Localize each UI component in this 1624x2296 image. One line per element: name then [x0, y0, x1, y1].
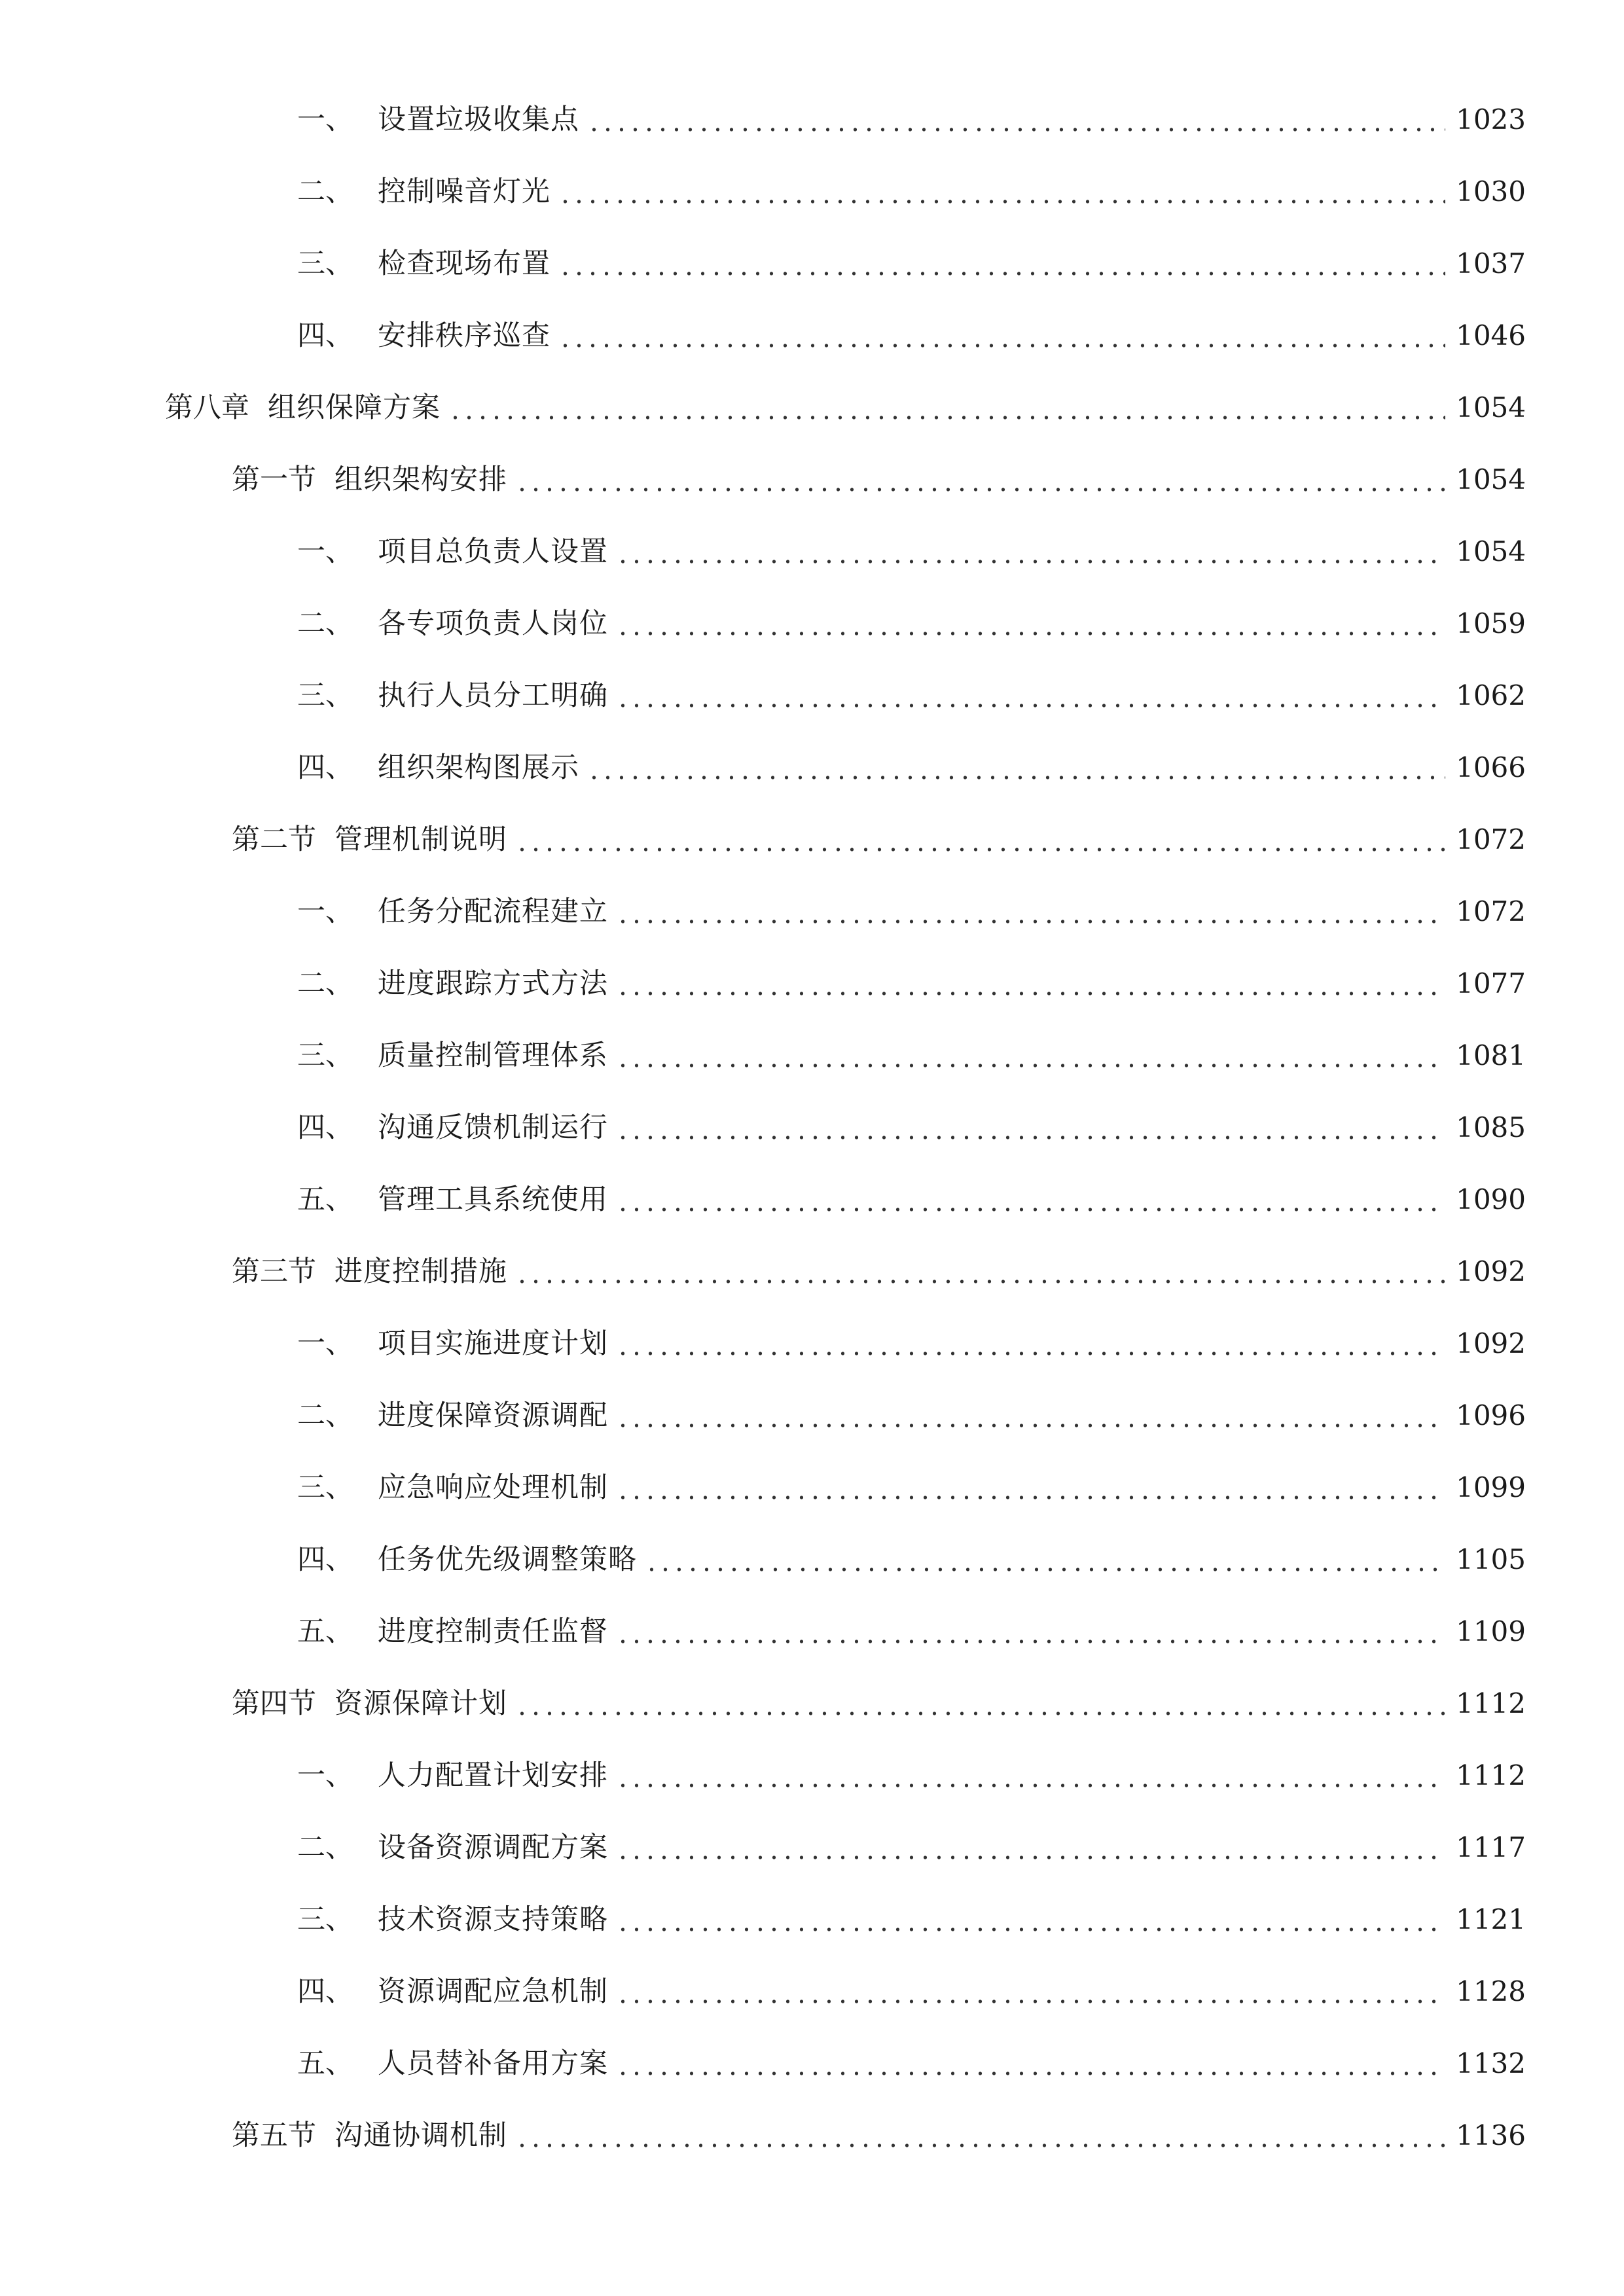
toc-entry-subsection[interactable] [297, 1390, 1526, 1442]
toc-entry-title: 资源保障计划 [334, 1687, 507, 1720]
toc-entry-number: 三、 [297, 1039, 353, 1072]
dot-leader [587, 755, 1445, 781]
dot-leader [558, 251, 1445, 277]
dot-leader [616, 1475, 1445, 1501]
toc-entry-subsection[interactable] [297, 1893, 1526, 1946]
toc-entry-number: 二、 [297, 607, 353, 640]
dot-leader [616, 1331, 1445, 1357]
toc-entry-number: 一、 [297, 1327, 353, 1360]
toc-entry-page: 1054 [1456, 463, 1526, 495]
toc-entry-page: 1037 [1456, 247, 1526, 279]
dot-leader [616, 1115, 1445, 1141]
toc-entry-page: 1081 [1456, 1039, 1526, 1071]
toc-entry-subsection[interactable] [297, 526, 1526, 578]
dot-leader [616, 1187, 1445, 1213]
toc-entry-number: 四、 [297, 1111, 353, 1144]
toc-entry-number: 五、 [297, 2047, 353, 2080]
toc-entry-page: 1077 [1456, 967, 1526, 999]
toc-entry-page: 1023 [1456, 103, 1526, 135]
toc-entry-title: 进度控制责任监督 [378, 1615, 608, 1648]
toc-entry-number: 四、 [297, 751, 353, 784]
toc-entry-subsection[interactable] [297, 1318, 1526, 1370]
toc-entry-title: 进度跟踪方式方法 [378, 967, 608, 1000]
toc-entry-page: 1128 [1456, 1975, 1526, 2007]
toc-entry-subsection[interactable] [297, 670, 1526, 722]
dot-leader [448, 395, 1445, 421]
toc-entry-subsection[interactable] [297, 310, 1526, 362]
dot-leader [515, 467, 1445, 493]
dot-leader [616, 899, 1445, 925]
toc-entry-title: 组织架构安排 [334, 463, 507, 496]
toc-entry-title: 组织保障方案 [268, 391, 441, 424]
toc-entry-page: 1112 [1456, 1759, 1526, 1791]
toc-entry-title: 项目总负责人设置 [378, 535, 608, 568]
toc-entry-page: 1105 [1456, 1543, 1526, 1575]
toc-entry-number: 第一节 [232, 463, 316, 496]
toc-entry-subsection[interactable] [297, 1749, 1526, 1802]
toc-entry-subsection[interactable] [297, 1605, 1526, 1658]
dot-leader [616, 1907, 1445, 1933]
toc-entry-page: 1092 [1456, 1255, 1526, 1287]
toc-entry-number: 二、 [297, 175, 353, 208]
dot-leader [616, 683, 1445, 709]
dot-leader [515, 1691, 1445, 1717]
toc-entry-subsection[interactable] [297, 958, 1526, 1010]
toc-entry-title: 技术资源支持策略 [378, 1903, 608, 1936]
toc-entry-page: 1066 [1456, 751, 1526, 783]
dot-leader [558, 179, 1445, 205]
dot-leader [616, 1763, 1445, 1789]
dot-leader [616, 611, 1445, 637]
toc-entry-section[interactable] [232, 1246, 1526, 1298]
toc-entry-page: 1059 [1456, 607, 1526, 639]
toc-entry-number: 五、 [297, 1183, 353, 1216]
toc-entry-page: 1092 [1456, 1327, 1526, 1359]
toc-entry-number: 三、 [297, 1471, 353, 1504]
toc-entry-number: 第四节 [232, 1687, 316, 1720]
toc-entry-subsection[interactable] [297, 742, 1526, 794]
toc-entry-subsection[interactable] [297, 238, 1526, 290]
toc-entry-page: 1072 [1456, 823, 1526, 855]
dot-leader [616, 1979, 1445, 2005]
toc-entry-page: 1090 [1456, 1183, 1526, 1215]
toc-entry-section[interactable] [232, 2109, 1526, 2162]
toc-entry-page: 1117 [1456, 1831, 1526, 1863]
toc-entry-subsection[interactable] [297, 1821, 1526, 1874]
dot-leader [616, 1403, 1445, 1429]
toc-entry-title: 质量控制管理体系 [378, 1039, 608, 1072]
toc-entry-number: 三、 [297, 1903, 353, 1936]
toc-entry-number: 三、 [297, 679, 353, 712]
toc-entry-subsection[interactable] [297, 166, 1526, 218]
dot-leader [616, 539, 1445, 565]
toc-entry-title: 管理机制说明 [334, 823, 507, 856]
toc-entry-subsection[interactable] [297, 1534, 1526, 1586]
toc-entry-chapter[interactable] [165, 382, 1526, 434]
dot-leader [515, 827, 1445, 853]
toc-entry-number: 二、 [297, 967, 353, 1000]
toc-entry-title: 人力配置计划安排 [378, 1759, 608, 1792]
toc-entry-title: 设备资源调配方案 [378, 1831, 608, 1864]
toc-entry-title: 检查现场布置 [378, 247, 550, 280]
toc-entry-page: 1046 [1456, 319, 1526, 351]
dot-leader [645, 1547, 1445, 1573]
toc-entry-title: 任务分配流程建立 [378, 895, 608, 928]
toc-entry-subsection[interactable] [297, 1462, 1526, 1514]
toc-entry-number: 五、 [297, 1615, 353, 1648]
toc-entry-title: 应急响应处理机制 [378, 1471, 608, 1504]
toc-entry-page: 1121 [1456, 1903, 1526, 1935]
toc-entry-page: 1030 [1456, 175, 1526, 207]
toc-entry-number: 二、 [297, 1831, 353, 1864]
toc-entry-number: 一、 [297, 895, 353, 928]
dot-leader [558, 323, 1445, 349]
toc-entry-number: 四、 [297, 319, 353, 352]
toc-entry-title: 沟通协调机制 [334, 2119, 507, 2152]
toc-entry-number: 一、 [297, 535, 353, 568]
toc-entry-page: 1054 [1456, 535, 1526, 567]
toc-entry-subsection[interactable] [297, 2037, 1526, 2090]
toc-entry-title: 设置垃圾收集点 [378, 103, 579, 136]
dot-leader [616, 1619, 1445, 1645]
toc-entry-page: 1072 [1456, 895, 1526, 927]
toc-entry-number: 一、 [297, 1759, 353, 1792]
toc-entry-title: 人员替补备用方案 [378, 2047, 608, 2080]
toc-entry-title: 控制噪音灯光 [378, 175, 550, 208]
toc-entry-page: 1132 [1456, 2047, 1526, 2079]
dot-leader [616, 971, 1445, 997]
toc-entry-number: 四、 [297, 1543, 353, 1576]
toc-entry-subsection[interactable] [297, 1030, 1526, 1082]
toc-entry-title: 执行人员分工明确 [378, 679, 608, 712]
toc-entry-subsection[interactable] [297, 886, 1526, 938]
toc-entry-page: 1112 [1456, 1687, 1526, 1719]
toc-entry-page: 1136 [1456, 2119, 1526, 2151]
dot-leader [616, 1043, 1445, 1069]
toc-entry-number: 二、 [297, 1399, 353, 1432]
dot-leader [515, 2123, 1445, 2149]
toc-entry-title: 组织架构图展示 [378, 751, 579, 784]
toc-entry-number: 第八章 [165, 391, 249, 424]
dot-leader [587, 107, 1445, 133]
dot-leader [616, 1835, 1445, 1861]
toc-entry-title: 进度控制措施 [334, 1255, 507, 1288]
toc-entry-title: 项目实施进度计划 [378, 1327, 608, 1360]
toc-entry-subsection[interactable] [297, 1102, 1526, 1154]
toc-entry-title: 安排秩序巡查 [378, 319, 550, 352]
toc-entry-subsection[interactable] [297, 598, 1526, 650]
toc-entry-number: 一、 [297, 103, 353, 136]
toc-entry-title: 沟通反馈机制运行 [378, 1111, 608, 1144]
toc-entry-page: 1085 [1456, 1111, 1526, 1143]
toc-entry-number: 第二节 [232, 823, 316, 856]
toc-entry-title: 资源调配应急机制 [378, 1975, 608, 2008]
toc-entry-page: 1109 [1456, 1615, 1526, 1647]
toc-entry-title: 进度保障资源调配 [378, 1399, 608, 1432]
toc-entry-section[interactable] [232, 454, 1526, 506]
toc-entry-page: 1062 [1456, 679, 1526, 711]
toc-entry-number: 第五节 [232, 2119, 316, 2152]
toc-entry-title: 管理工具系统使用 [378, 1183, 608, 1216]
toc-entry-page: 1099 [1456, 1471, 1526, 1503]
toc-entry-subsection[interactable] [297, 94, 1526, 146]
toc-entry-section[interactable] [232, 814, 1526, 866]
toc-entry-page: 1054 [1456, 391, 1526, 423]
toc-entry-section[interactable] [232, 1677, 1526, 1730]
toc-entry-title: 任务优先级调整策略 [378, 1543, 637, 1576]
dot-leader [616, 2051, 1445, 2077]
toc-entry-number: 第三节 [232, 1255, 316, 1288]
toc-entry-title: 各专项负责人岗位 [378, 607, 608, 640]
toc-entry-subsection[interactable] [297, 1965, 1526, 2018]
toc-entry-number: 三、 [297, 247, 353, 280]
dot-leader [515, 1259, 1445, 1285]
toc-entry-page: 1096 [1456, 1399, 1526, 1431]
toc-entry-number: 四、 [297, 1975, 353, 2008]
toc-entry-subsection[interactable] [297, 1174, 1526, 1226]
